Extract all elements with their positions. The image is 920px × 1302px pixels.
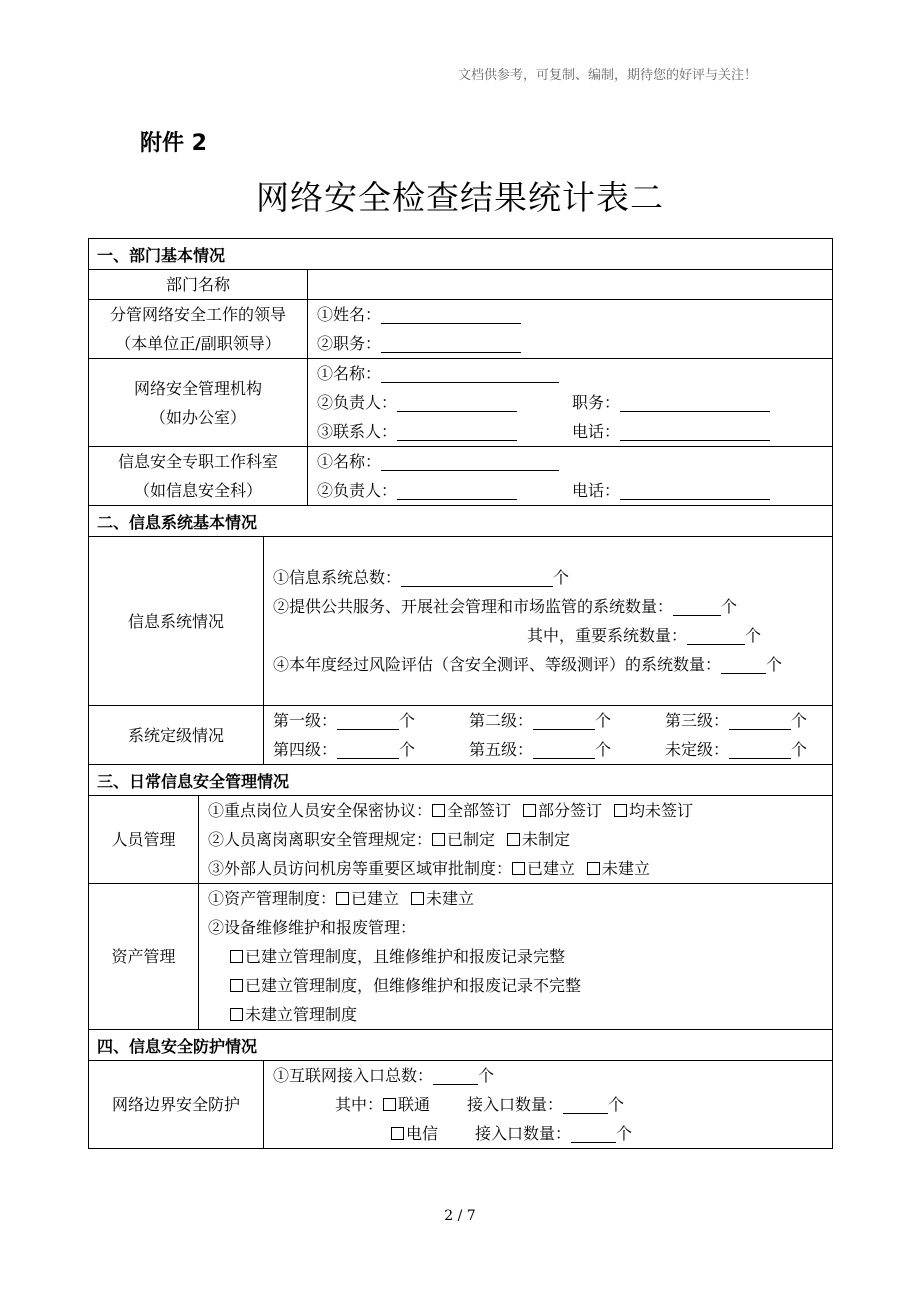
maintenance-option-incomplete[interactable] [230, 971, 581, 1000]
option-label: 联通 [398, 1095, 431, 1114]
option-label: 全部签订 [447, 801, 512, 820]
system-total-blank[interactable] [401, 568, 553, 587]
system-level-fields [264, 706, 833, 765]
section-4-heading: 四、信息安全防护情况 [89, 1030, 833, 1061]
leader-name-label: ①姓名： [317, 305, 382, 324]
sec-office-name-blank[interactable] [381, 452, 559, 471]
sec-office-head-label: ②负责人： [317, 481, 398, 500]
level-4-unit: 个 [399, 740, 416, 759]
system-status-fields [264, 537, 833, 706]
org-label-line1: 网络安全管理机构 [133, 378, 262, 398]
public-system-blank[interactable] [673, 597, 721, 616]
telecom-count-label: 接入口数量： [475, 1124, 572, 1143]
option-label: 已建立 [351, 889, 400, 908]
system-status-label: 信息系统情况 [89, 537, 264, 706]
page-title: 网络安全检查结果统计表二 [256, 178, 664, 217]
level-2-blank[interactable] [533, 711, 595, 730]
sec-office-label-line1: 信息安全专职工作科室 [117, 452, 278, 471]
sec-office-head-blank[interactable] [397, 481, 517, 500]
option-label: 已制定 [447, 830, 496, 849]
level-5-unit: 个 [595, 740, 612, 759]
asset-mgmt-label: 资产管理 [89, 884, 199, 1030]
section-1-heading: 一、部门基本情况 [89, 239, 833, 270]
level-1-unit: 个 [399, 711, 416, 730]
sec-office-phone-blank[interactable] [620, 481, 770, 500]
leader-fields [308, 300, 833, 359]
unicom-count-unit: 个 [608, 1095, 625, 1114]
maintenance-option-complete[interactable] [230, 942, 565, 971]
leader-label-line2: （本单位正/副职领导） [115, 334, 281, 353]
level-3-blank[interactable] [729, 711, 791, 730]
maintenance-option-none[interactable] [230, 1000, 357, 1029]
level-1-blank[interactable] [337, 711, 399, 730]
sec-office-label [89, 447, 308, 506]
level-3-label: 第三级： [665, 711, 730, 730]
leader-post-label: ②职务： [317, 334, 382, 353]
staff-departure-option-no[interactable] [507, 825, 570, 854]
important-system-blank[interactable] [687, 626, 745, 645]
org-fields [308, 359, 833, 447]
telecom-count-unit: 个 [616, 1124, 633, 1143]
external-access-option-no[interactable] [587, 854, 650, 883]
section-3-heading: 三、日常信息安全管理情况 [89, 765, 833, 796]
internet-access-total-blank[interactable] [433, 1066, 478, 1085]
system-level-label: 系统定级情况 [89, 706, 264, 765]
org-post-blank[interactable] [620, 393, 770, 412]
org-phone-label: 电话： [572, 422, 621, 441]
public-system-unit: 个 [721, 597, 738, 616]
checkbox-icon[interactable] [383, 1098, 396, 1111]
level-2-label: 第二级： [469, 711, 534, 730]
level-unrated-unit: 个 [791, 740, 808, 759]
internet-access-total-label: ①互联网接入口总数： [273, 1066, 434, 1085]
level-3-unit: 个 [791, 711, 808, 730]
telecom-count-blank[interactable] [571, 1124, 616, 1143]
important-system-unit: 个 [745, 626, 762, 645]
asset-mgmt-fields [199, 884, 833, 1030]
checkbox-icon[interactable] [391, 1127, 404, 1140]
option-label: 未制定 [522, 830, 571, 849]
staff-departure-label: ②人员离岗离职安全管理规定： [208, 830, 433, 849]
option-label: 已建立管理制度，但维修维护和报废记录不完整 [245, 976, 582, 995]
leader-label-line1: 分管网络安全工作的领导 [109, 305, 286, 324]
unicom-count-label: 接入口数量： [467, 1095, 564, 1114]
header-note: 文档供参考，可复制、编制，期待您的好评与关注！ [458, 68, 758, 83]
external-access-option-yes[interactable] [512, 854, 575, 883]
org-label [89, 359, 308, 447]
dept-name-field[interactable] [308, 270, 833, 300]
external-access-label: ③外部人员访问机房等重要区域审批制度： [208, 859, 513, 878]
org-label-line2: （如办公室） [149, 407, 246, 427]
option-label: 未建立 [426, 889, 475, 908]
level-unrated-blank[interactable] [729, 740, 791, 759]
level-5-label: 第五级： [469, 740, 534, 759]
public-system-label: ②提供公共服务、开展社会管理和市场监管的系统数量： [273, 597, 674, 616]
checkbox-icon[interactable] [230, 950, 243, 963]
option-label: 部分签订 [538, 801, 603, 820]
checkbox-icon[interactable] [336, 892, 349, 905]
among-label: 其中： [335, 1095, 384, 1114]
sec-office-fields [308, 447, 833, 506]
asset-policy-option-no[interactable] [411, 884, 474, 913]
org-name-label: ①名称： [317, 364, 382, 383]
option-label: 已建立 [527, 859, 576, 878]
checkbox-icon[interactable] [432, 804, 445, 817]
checkbox-icon[interactable] [512, 862, 525, 875]
dept-name-label: 部门名称 [89, 270, 308, 300]
checkbox-icon[interactable] [432, 833, 445, 846]
level-2-unit: 个 [595, 711, 612, 730]
carrier-telecom-option[interactable] [391, 1119, 475, 1148]
page-number: 2 / 7 [444, 1208, 476, 1224]
equipment-maintenance-label: ②设备维修维护和报废管理： [208, 918, 417, 937]
org-contact-label: ③联系人： [317, 422, 398, 441]
leader-label [89, 300, 308, 359]
org-name-blank[interactable] [381, 364, 559, 383]
level-4-label: 第四级： [273, 740, 338, 759]
checkbox-icon[interactable] [614, 804, 627, 817]
staff-mgmt-fields [199, 796, 833, 884]
level-4-blank[interactable] [337, 740, 399, 759]
org-post-label: 职务： [572, 393, 621, 412]
option-label: 已建立管理制度，且维修维护和报废记录完整 [245, 947, 566, 966]
risk-assessment-label: ④本年度经过风险评估（含安全测评、等级测评）的系统数量： [273, 655, 722, 674]
checkbox-icon[interactable] [523, 804, 536, 817]
checkbox-icon[interactable] [230, 979, 243, 992]
system-total-unit: 个 [553, 568, 570, 587]
sec-office-name-label: ①名称： [317, 452, 382, 471]
checkbox-icon[interactable] [411, 892, 424, 905]
leader-post-blank[interactable] [381, 334, 521, 353]
org-contact-blank[interactable] [397, 422, 517, 441]
network-border-label: 网络边界安全防护 [89, 1061, 264, 1149]
checkbox-icon[interactable] [587, 862, 600, 875]
leader-name-blank[interactable] [381, 305, 521, 324]
option-label: 未建立管理制度 [245, 1005, 358, 1024]
asset-policy-option-yes[interactable] [336, 884, 399, 913]
staff-agreement-label: ①重点岗位人员安全保密协议： [208, 801, 433, 820]
org-head-label: ②负责人： [317, 393, 398, 412]
org-phone-blank[interactable] [620, 422, 770, 441]
important-system-label: 其中，重要系统数量： [527, 626, 688, 645]
asset-policy-label: ①资产管理制度： [208, 889, 337, 908]
staff-agreement-option-none[interactable] [614, 796, 693, 825]
staff-agreement-option-partial[interactable] [523, 796, 602, 825]
unicom-count-blank[interactable] [563, 1095, 608, 1114]
option-label: 均未签订 [629, 801, 694, 820]
checkbox-icon[interactable] [507, 833, 520, 846]
attachment-label: 附件 2 [140, 131, 207, 156]
staff-departure-option-yes[interactable] [432, 825, 495, 854]
sec-office-label-line2: （如信息安全科） [133, 481, 262, 500]
staff-mgmt-label: 人员管理 [89, 796, 199, 884]
level-5-blank[interactable] [533, 740, 595, 759]
network-border-fields [264, 1061, 833, 1149]
statistics-form-table [88, 238, 833, 1149]
risk-assessment-blank[interactable] [721, 655, 766, 674]
carrier-unicom-option[interactable] [383, 1090, 467, 1119]
option-label: 未建立 [602, 859, 651, 878]
org-head-blank[interactable] [397, 393, 517, 412]
staff-agreement-option-all[interactable] [432, 796, 511, 825]
internet-access-total-unit: 个 [478, 1066, 495, 1085]
sec-office-phone-label: 电话： [572, 481, 621, 500]
checkbox-icon[interactable] [230, 1008, 243, 1021]
option-label: 电信 [406, 1124, 439, 1143]
section-2-heading: 二、信息系统基本情况 [89, 506, 833, 537]
risk-assessment-unit: 个 [766, 655, 783, 674]
system-total-label: ①信息系统总数： [273, 568, 402, 587]
level-1-label: 第一级： [273, 711, 338, 730]
level-unrated-label: 未定级： [665, 740, 730, 759]
